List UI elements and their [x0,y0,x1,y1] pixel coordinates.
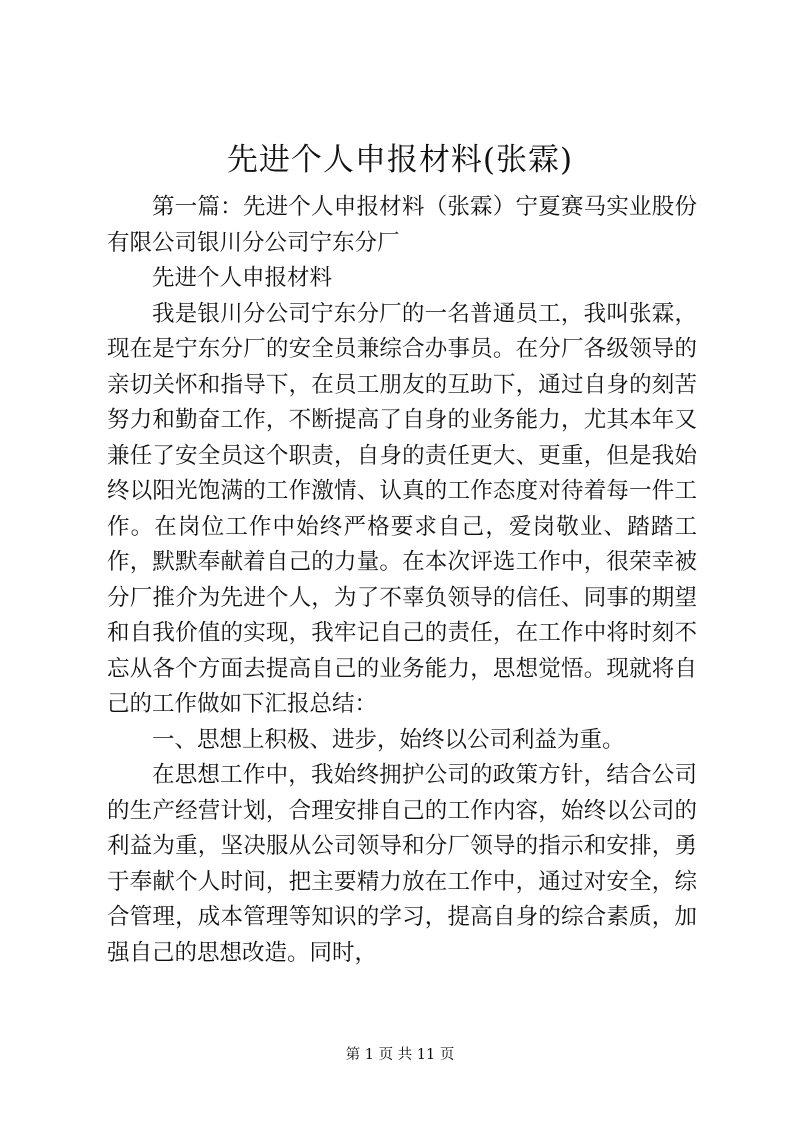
paragraph-4: 一、思想上积极、进步，始终以公司利益为重。 [152,726,625,753]
page-footer: 第 1 页 共 11 页 [345,1047,455,1063]
paragraph-5: 在思想工作中，我始终拥护公司的政策方针，结合公司的生产经营计划，合理安排自己的工作内容，始终以公司的利益为重，坚决服从公司领导和分厂领导的指示和安排，勇于奉献个人时间，把主要精力放在工作中，通过对安全，综合管理，成本管理等知识的学习，提高自身的综合素质，加强自己的思想改造。同时， [107,762,697,966]
paragraph-2: 先进个人申报材料 [152,265,333,291]
document-body [107,190,697,971]
paragraph-3: 我是银川分公司宁东分厂的一名普通员工，我叫张霖，现在是宁东分厂的安全员兼综合办事员。在分厂各级领导的亲切关怀和指导下，在员工朋友的互助下，通过自身的刻苦努力和勤奋工作，不断提高了自身的业务能力，尤其本年又兼任了安全员这个职责，自身的责任更大、更重，但是我始终以阳光饱满的工作激情、认真的工作态度对待着每一件工作。在岗位工作中始终严格要求自己，爱岗敬业、踏踏工作，默默奉献着自己的力量。在本次评选工作中，很荣幸被分厂推介为先进个人，为了不辜负领导的信任、同事的期望和自我价值的实现，我牢记自己的责任，在工作中将时刻不忘从各个方面去提高自己的业务能力，思想觉悟。现就将自己的工作做如下汇报总结： [107,300,697,717]
document-title: 先进个人申报材料(张霖) [226,142,574,178]
paragraph-1: 第一篇：先进个人申报材料（张霖）宁夏赛马实业股份有限公司银川分公司宁东分厂 [107,194,697,256]
